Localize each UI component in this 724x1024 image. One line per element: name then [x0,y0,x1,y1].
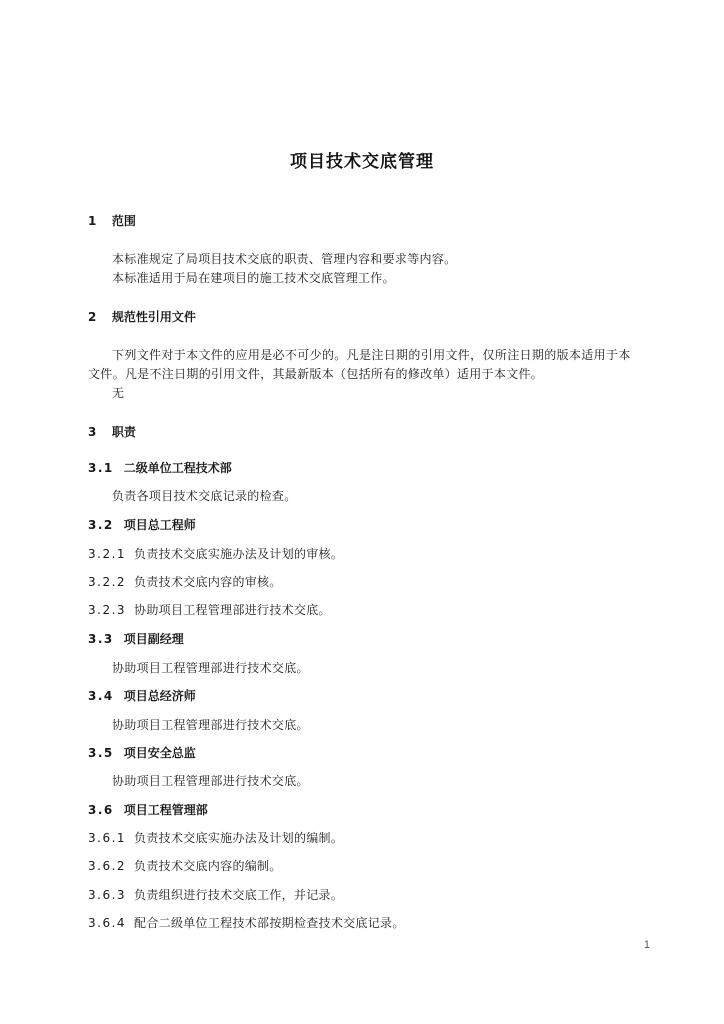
page-number: 1 [643,939,650,951]
subsection-3-4-heading [88,688,196,704]
clause-3-6-1 [88,830,343,846]
clause-3-2-3 [88,602,331,618]
clause-number: 3.6.1 [88,831,127,845]
section-number: 3.1 [88,461,114,475]
clause-3-2-1 [88,546,343,562]
clause-text: 负责组织进行技术交底工作，并记录。 [134,888,344,902]
section-title: 职责 [111,425,136,439]
section-title: 规范性引用文件 [111,310,196,324]
section-number: 3 [88,425,98,439]
subsection-3-2-heading [88,517,196,533]
clause-text: 负责技术交底实施办法及计划的编制。 [134,831,344,845]
section-number: 3.2 [88,518,114,532]
section-number: 2 [88,310,98,324]
paragraph: 负责各项目技术交底记录的检查。 [112,489,297,503]
section-2-heading [88,309,196,325]
section-title: 项目副经理 [123,632,184,646]
clause-text: 配合二级单位工程技术部按期检查技术交底记录。 [134,916,405,930]
clause-text: 负责技术交底内容的编制。 [134,859,282,873]
clause-number: 3.6.4 [88,916,127,930]
clause-number: 3.6.2 [88,859,127,873]
section-3-heading [88,424,136,440]
subsection-3-3-heading [88,631,184,647]
section-title: 项目工程管理部 [123,803,208,817]
clause-number: 3.6.3 [88,888,127,902]
paragraph: 本标准适用于局在建项目的施工技术交底管理工作。 [112,271,395,285]
section-1-heading [88,213,136,229]
paragraph-line: 文件。凡是不注日期的引用文件，其最新版本（包括所有的修改单）适用于本文件。 [88,367,544,381]
clause-text: 负责技术交底内容的审核。 [134,575,282,589]
clause-3-6-2 [88,858,282,874]
paragraph-line: 下列文件对于本文件的应用是必不可少的。凡是注日期的引用文件，仅所注日期的版本适用于本 [112,348,631,362]
clause-number: 3.2.1 [88,547,127,561]
section-number: 3.6 [88,803,114,817]
section-number: 3.5 [88,746,114,760]
section-title: 项目安全总监 [123,746,196,760]
section-title: 范围 [111,214,136,228]
clause-3-6-4 [88,915,405,931]
paragraph: 协助项目工程管理部进行技术交底。 [112,774,309,788]
clause-3-6-3 [88,887,343,903]
subsection-3-6-heading [88,802,208,818]
paragraph: 协助项目工程管理部进行技术交底。 [112,718,309,732]
paragraph: 本标准规定了局项目技术交底的职责、管理内容和要求等内容。 [112,252,457,266]
clause-number: 3.2.2 [88,575,127,589]
clause-text: 负责技术交底实施办法及计划的审核。 [134,547,344,561]
paragraph: 无 [112,386,125,400]
clause-3-2-2 [88,574,282,590]
clause-text: 协助项目工程管理部进行技术交底。 [134,603,331,617]
section-title: 项目总经济师 [123,689,196,703]
section-number: 3.3 [88,632,114,646]
subsection-3-5-heading [88,745,196,761]
subsection-3-1-heading [88,460,232,476]
paragraph: 协助项目工程管理部进行技术交底。 [112,661,309,675]
clause-number: 3.2.3 [88,603,127,617]
document-title: 项目技术交底管理 [290,152,434,172]
section-number: 3.4 [88,689,114,703]
section-number: 1 [88,214,98,228]
section-title: 二级单位工程技术部 [123,461,232,475]
section-title: 项目总工程师 [123,518,196,532]
